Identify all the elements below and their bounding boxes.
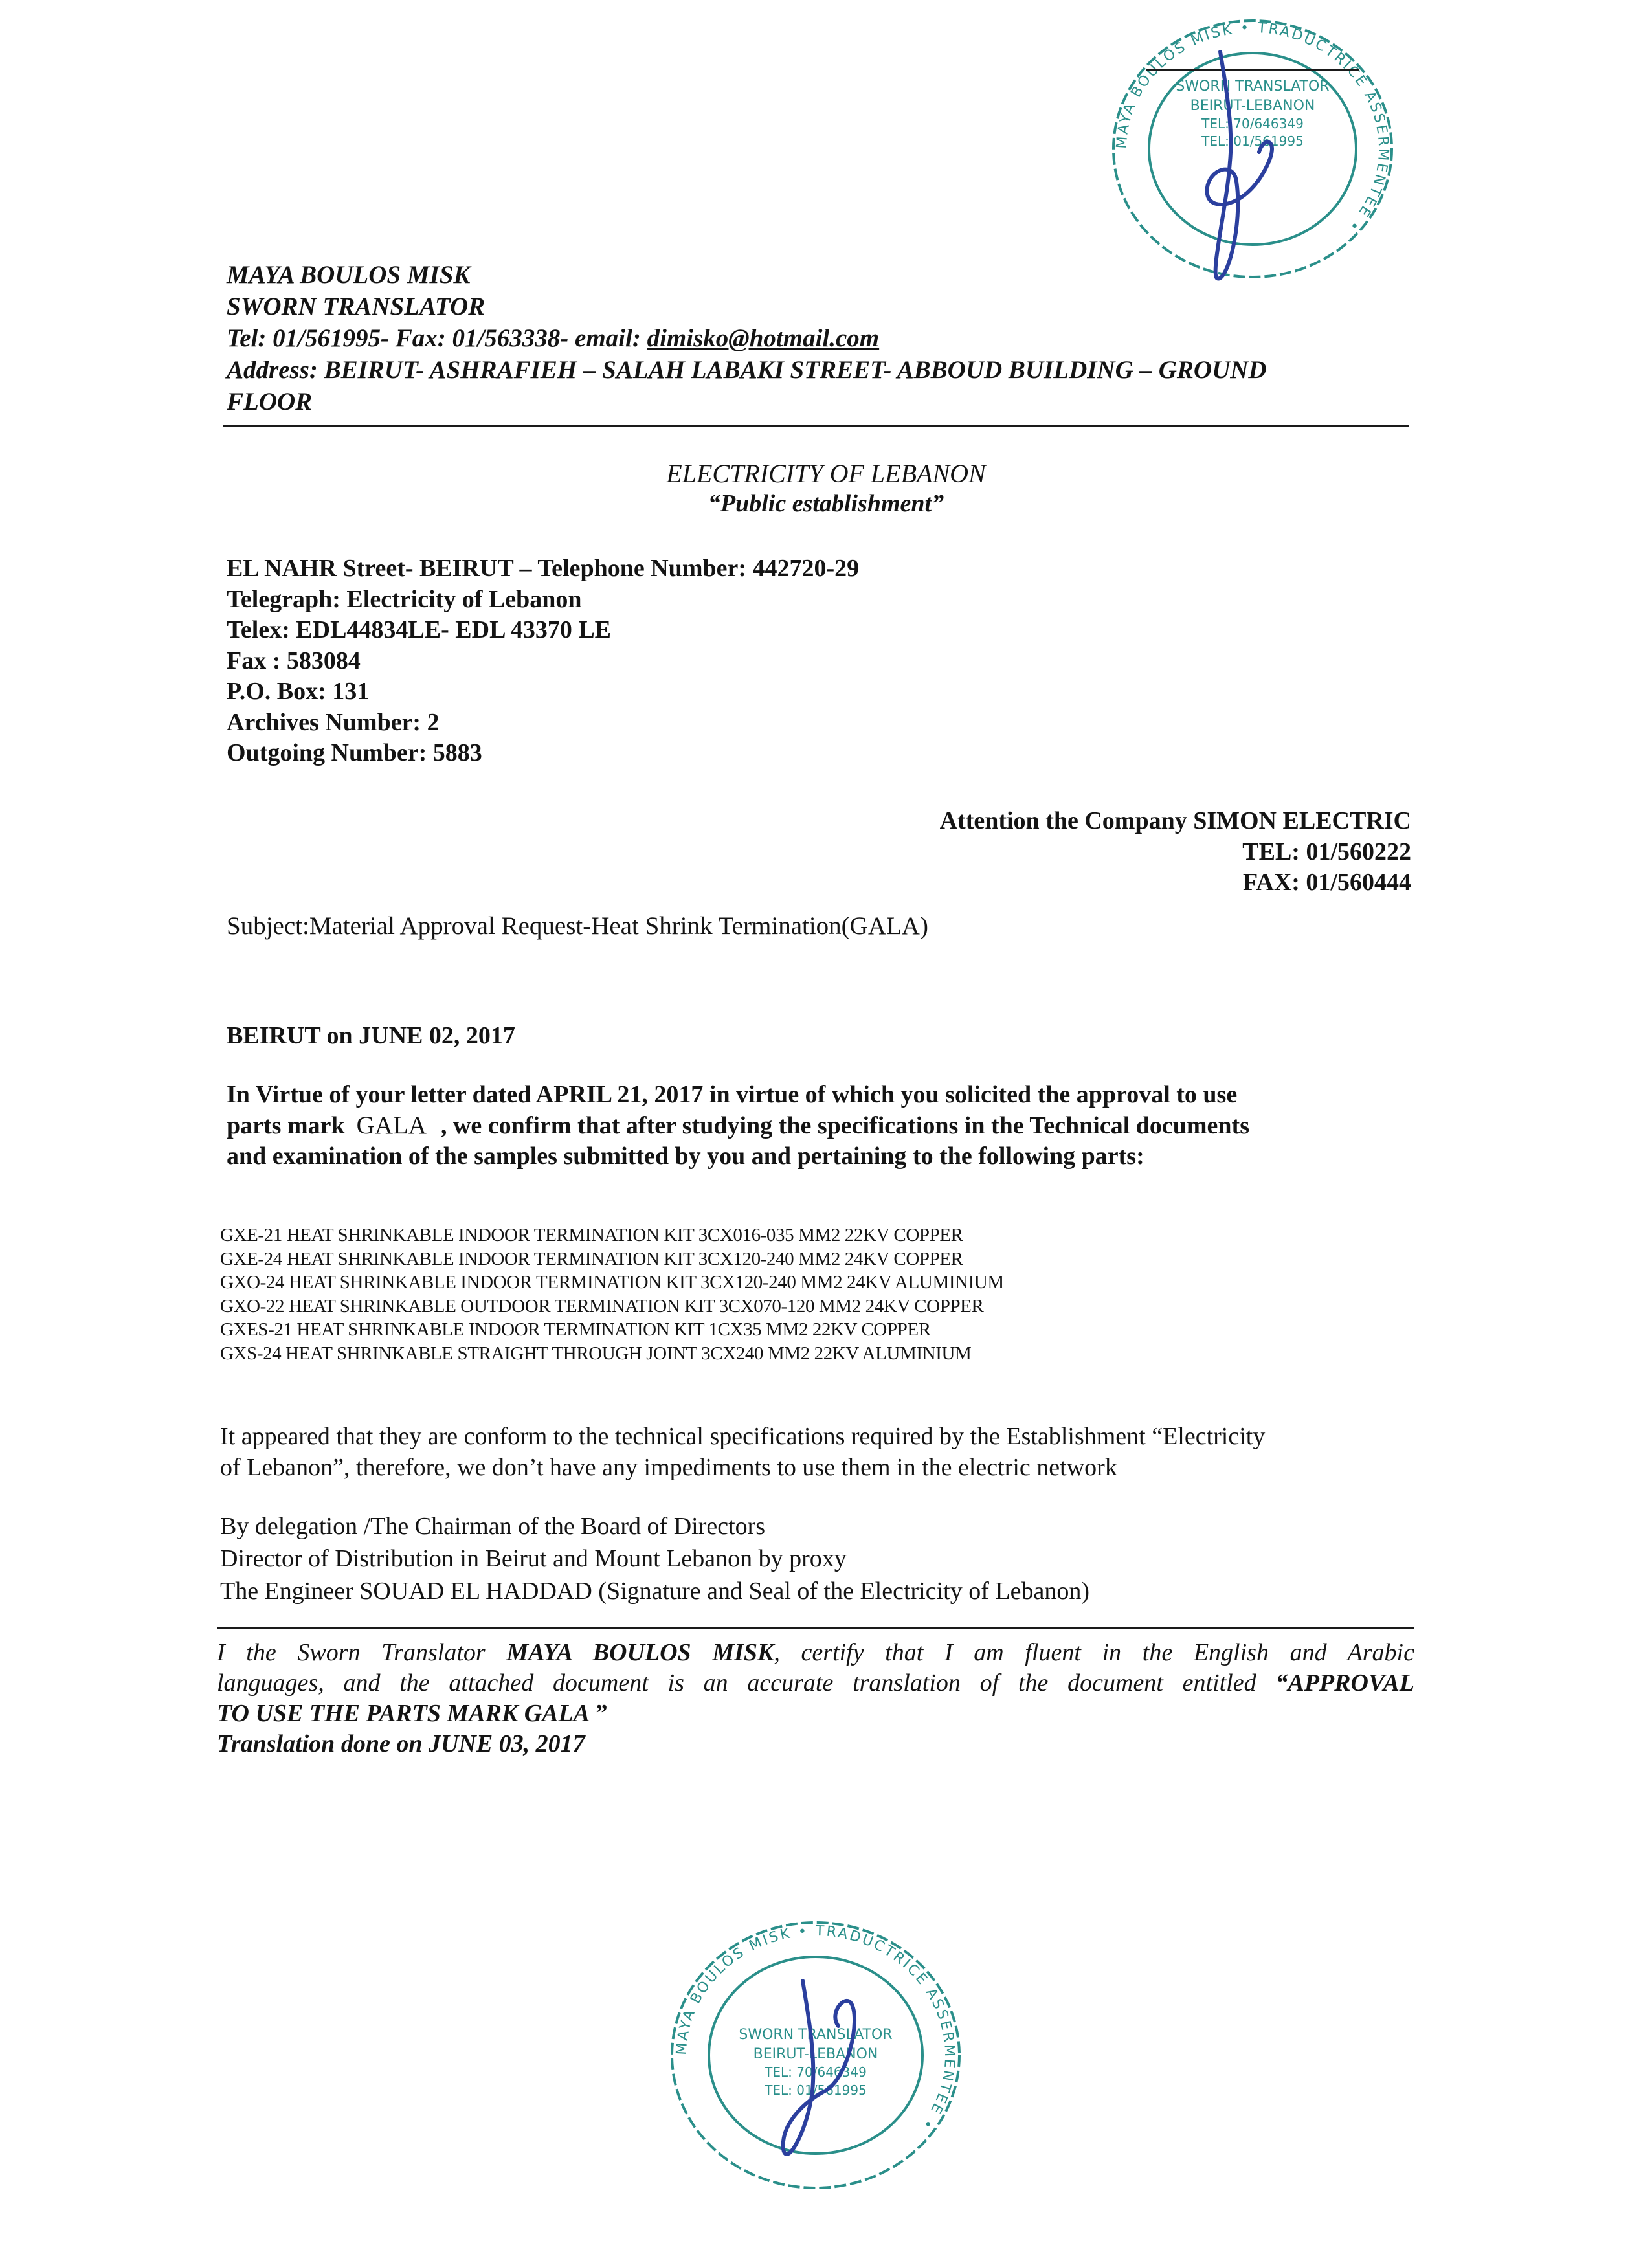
translator-header [227, 259, 1411, 418]
conformity-line-1: It appeared that they are conform to the technical specifications required by the Establishment “Electricity [220, 1423, 1266, 1450]
signatory-line-2: Director of Distribution in Beirut and Mount Lebanon by proxy [220, 1545, 847, 1572]
certification-line-2 [217, 1668, 1414, 1699]
edl-details [227, 553, 859, 769]
stamp-ring-text: MAYA BOULOS MISK • TRADUCTRICE ASSERMENTEE • [673, 1923, 958, 2134]
list-item: GXE-24 HEAT SHRINKABLE INDOOR TERMINATION KIT 3CX120-240 MM2 24KV COPPER [220, 1248, 963, 1269]
stamp-line-1: SWORN TRANSLATOR [739, 2027, 893, 2043]
list-item: GXS-24 HEAT SHRINKABLE STRAIGHT THROUGH JOINT 3CX240 MM2 22KV ALUMINIUM [220, 1343, 972, 1364]
intro-line-2 [227, 1110, 1411, 1141]
conformity-line-2: of Lebanon”, therefore, we don’t have any impediments to use them in the electric network [220, 1454, 1117, 1481]
stamp-line-3: TEL: 70/646349 [1201, 116, 1304, 131]
certification-line-1 [217, 1638, 1414, 1668]
parts-mark: GALA [356, 1111, 427, 1139]
signatory-line-1: By delegation /The Chairman of the Board of Directors [220, 1513, 766, 1540]
attention-block [940, 806, 1411, 898]
edl-telex: Telex: EDL44834LE- EDL 43370 LE [227, 616, 612, 643]
document-subtitle: “Public establishment” [708, 490, 944, 517]
subject-line: Subject:Material Approval Request-Heat Shrink Termination(GALA) [227, 912, 928, 940]
translator-stamp-top [1094, 13, 1411, 285]
header-divider [223, 425, 1409, 427]
edl-outgoing-number: Outgoing Number: 5883 [227, 739, 482, 766]
cert-text: , certify that I am fluent in the English and Arabic [774, 1639, 1414, 1666]
email-link[interactable]: dimisko@hotmail.com [647, 324, 880, 352]
list-item: GXES-21 HEAT SHRINKABLE INDOOR TERMINATION KIT 1CX35 MM2 22KV COPPER [220, 1319, 931, 1340]
attention-tel: TEL: 01/560222 [1242, 838, 1411, 865]
translation-date: Translation done on JUNE 03, 2017 [217, 1730, 585, 1757]
cert-translator-name: MAYA BOULOS MISK [506, 1639, 774, 1666]
stamp-line-2: BEIRUT-LEBANON [1190, 98, 1315, 114]
certification-line-3: TO USE THE PARTS MARK GALA ” [217, 1700, 607, 1727]
certification-block [217, 1638, 1414, 1759]
list-item: GXE-21 HEAT SHRINKABLE INDOOR TERMINATION KIT 3CX016-035 MM2 22KV COPPER [220, 1225, 963, 1245]
attention-fax: FAX: 01/560444 [1243, 869, 1411, 896]
document-title: ELECTRICITY OF LEBANON [666, 459, 986, 488]
list-item: GXO-22 HEAT SHRINKABLE OUTDOOR TERMINATION KIT 3CX070-120 MM2 24KV COPPER [220, 1295, 984, 1317]
intro-line-2-post: , we confirm that after studying the specifications in the Technical documents [440, 1112, 1249, 1139]
stamp-line-1: SWORN TRANSLATOR [1176, 78, 1330, 95]
edl-address: EL NAHR Street- BEIRUT – Telephone Number: 442720-29 [227, 555, 860, 582]
edl-po-box: P.O. Box: 131 [227, 678, 370, 705]
intro-line-1: In Virtue of your letter dated APRIL 21, 2017 in virtue of which you solicited the approval to use [227, 1081, 1238, 1108]
edl-archives-number: Archives Number: 2 [227, 708, 440, 736]
stamp-ring-text: MAYA BOULOS MISK • TRADUCTRICE ASSERMENTEE • [1113, 19, 1392, 236]
edl-fax: Fax : 583084 [227, 647, 361, 674]
intro-line-2-pre: parts mark [227, 1112, 345, 1139]
certification-divider [217, 1627, 1414, 1629]
conformity-paragraph [220, 1421, 1418, 1483]
list-item: GXO-24 HEAT SHRINKABLE INDOOR TERMINATION KIT 3CX120-240 MM2 24KV ALUMINIUM [220, 1272, 1004, 1293]
signatory-block [220, 1510, 1089, 1607]
stamp-line-3: TEL: 70/646349 [765, 2064, 867, 2080]
seal-icon [1094, 13, 1411, 285]
translator-address: Address: BEIRUT- ASHRAFIEH – SALAH LABAKI STREET- ABBOUD BUILDING – GROUND [227, 356, 1267, 384]
translator-role: SWORN TRANSLATOR [227, 293, 486, 320]
stamp-line-4: TEL: 01/561995 [1201, 133, 1304, 149]
signatory-line-3: The Engineer SOUAD EL HADDAD (Signature and Seal of the Electricity of Lebanon) [220, 1577, 1089, 1605]
stamp-line-2: BEIRUT-LEBANON [753, 2046, 878, 2062]
date-line: BEIRUT on JUNE 02, 2017 [227, 1022, 515, 1049]
intro-paragraph [227, 1080, 1411, 1172]
translator-name: MAYA BOULOS MISK [227, 261, 471, 289]
stamp-line-4: TEL: 01/561995 [765, 2082, 867, 2098]
translator-address-cont: FLOOR [227, 388, 313, 416]
contact-text: Tel: 01/561995- Fax: 01/563338- email: [227, 324, 647, 352]
parts-list [220, 1223, 1004, 1365]
edl-telegraph: Telegraph: Electricity of Lebanon [227, 585, 582, 613]
cert-text: I the Sworn Translator [217, 1639, 507, 1666]
attention-company: Attention the Company SIMON ELECTRIC [939, 807, 1411, 834]
cert-doc-title: “APPROVAL [1275, 1669, 1414, 1697]
translator-stamp-bottom [654, 1916, 977, 2194]
seal-icon [654, 1916, 977, 2194]
translator-contact [227, 322, 1411, 354]
cert-text: languages, and the attached document is an accurate translation of the document entitled [217, 1669, 1276, 1697]
intro-line-3: and examination of the samples submitted by you and pertaining to the following parts: [227, 1143, 1144, 1170]
